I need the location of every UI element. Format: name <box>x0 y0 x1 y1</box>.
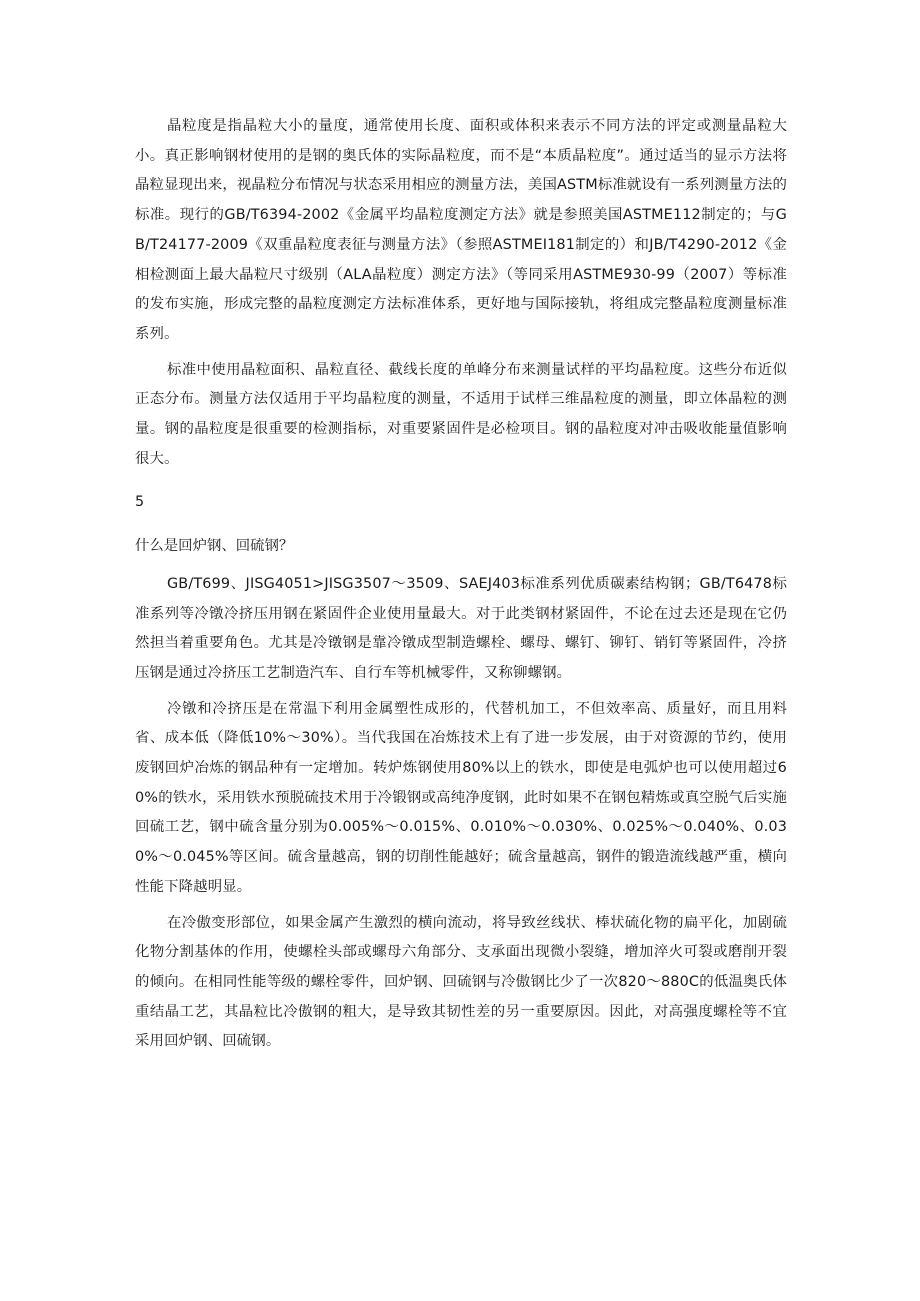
section-number: 5 <box>135 494 145 511</box>
document-body <box>135 112 787 1063</box>
paragraph-cold-extrusion: 冷镦和冷挤压是在常温下利用金属塑性成形的，代替机加工，不但效率高、质量好，而且用料省、成本低（降低10%～30%）。当代我国在冶炼技术上有了进一步发展，由于对资源的节约，使用废钢回炉冶炼的钢品种有一定增加。转炉炼钢使用80%以上的铁水，即使是电弧炉也可以使用超过60%的铁水，采用铁水预脱硫技术用于冷锻钢或高纯净度钢，此时如果不在钢包精炼或真空脱气后实施回硫工艺，钢中硫含量分别为0.005%～0.015%、0.010%～0.030%、0.025%～0.040%、0.030%～0.045%等区间。硫含量越高，钢的切削性能越好；硫含量越高，钢件的锻造流线越严重，横向性能下降越明显。 <box>135 700 787 895</box>
paragraph-grain-size-definition: 晶粒度是指晶粒大小的量度，通常使用长度、面积或体积来表示不同方法的评定或测量晶粒大小。真正影响钢材使用的是钢的奥氏体的实际晶粒度，而不是“本质晶粒度”。通过适当的显示方法将晶粒显现出来，视晶粒分布情况与状态采用相应的测量方法，美国ASTM标准就设有一系列测量方法的标准。现行的GB/T6394-2002《金属平均晶粒度测定方法》就是参照美国ASTME112制定的；与GB/T24177-2009《双重晶粒度表征与测量方法》（参照ASTMEI181制定的）和JB/T4290-2012《金相检测面上最大晶粒尺寸级别（ALA晶粒度）测定方法》（等同采用ASTME930-99（2007）等标准的发布实施，形成完整的晶粒度测定方法标准体系，更好地与国际接轨，将组成完整晶粒度测量标准系列。 <box>135 118 787 342</box>
paragraph-cold-heading-steel: GB/T699、JISG4051>JISG3507～3509、SAEJ403标准系列优质碳素结构钢；GB/T6478标准系列等冷镦冷挤压用钢在紧固件企业使用量最大。对于此类钢材紧固件，不论在过去还是现在它仍然担当着重要角色。尤其是冷镦钢是靠冷镦成型制造螺栓、螺母、螺钉、铆钉、销钉等紧固件，冷挤压钢是通过冷挤压工艺制造汽车、自行车等机械零件，又称铆螺钢。 <box>135 575 787 681</box>
paragraph-grain-size-measurement: 标准中使用晶粒面积、晶粒直径、截线长度的单峰分布来测量试样的平均晶粒度。这些分布近似正态分布。测量方法仅适用于平均晶粒度的测量，不适用于试样三维晶粒度的测量，即立体晶粒的测量。钢的晶粒度是很重要的检测指标，对重要紧固件是必检项目。钢的晶粒度对冲击吸收能量值影响很大。 <box>135 361 787 467</box>
paragraph-cold-deformation: 在冷傲变形部位，如果金属产生激烈的横向流动，将导致丝线状、棒状硫化物的扁平化，加剧硫化物分割基体的作用，使螺栓头部或螺母六角部分、支承面出现微小裂缝，增加淬火可裂或磨削开裂的倾向。在相同性能等级的螺栓零件，回炉钢、回硫钢与冷傲钢比少了一次820～880C的低温奥氏体重结晶工艺，其晶粒比冷傲钢的粗大，是导致其韧性差的另一重要原因。因此，对高强度螺栓等不宜采用回炉钢、回硫钢。 <box>135 914 787 1050</box>
section-title: 什么是回炉钢、回硫钢？ <box>135 538 294 555</box>
